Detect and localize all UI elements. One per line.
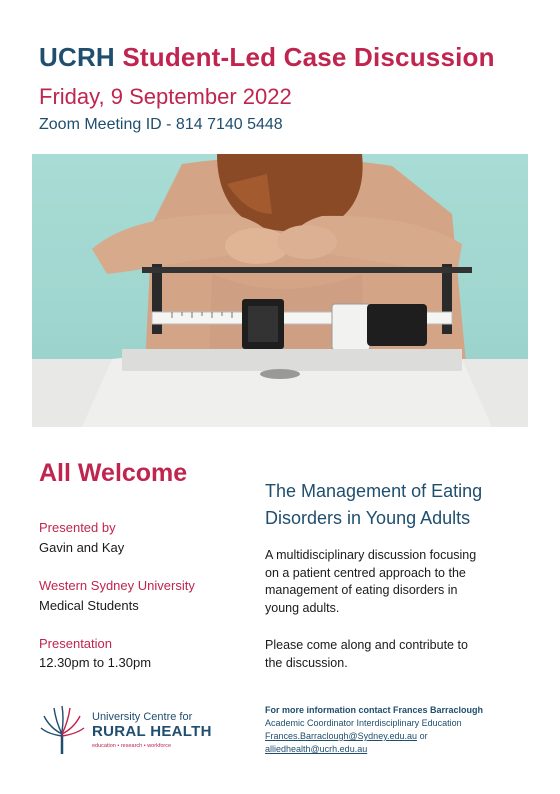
logo-line1: University Centre for — [92, 711, 193, 723]
page-title — [39, 42, 495, 73]
talk-title — [265, 478, 535, 532]
event-title: Student-Led Case Discussion — [122, 42, 495, 72]
ucrh-logo — [38, 704, 218, 756]
invitation-line: Please come along and contribute to — [265, 638, 468, 652]
hero-photo — [32, 154, 528, 427]
description-line: A multidisciplinary discussion focusing — [265, 548, 477, 562]
contact-heading: For more information contact Frances Barraclough — [265, 705, 484, 715]
presented-by-label: Presented by — [39, 520, 116, 535]
description-paragraph — [265, 547, 505, 617]
email-link-alliedhealth[interactable]: alliedhealth@ucrh.edu.au — [265, 744, 368, 754]
contact-role: Academic Coordinator Interdisciplinary Education — [265, 718, 462, 728]
university-label: Western Sydney University — [39, 578, 195, 593]
university-value: Medical Students — [39, 598, 139, 613]
logo-tagline: education • research • workforce — [92, 743, 172, 749]
presentation-label: Presentation — [39, 636, 112, 651]
description-line: on a patient centred approach to the — [265, 565, 466, 580]
presenters: Gavin and Kay — [39, 540, 125, 555]
talk-title-line: The Management of Eating — [265, 481, 483, 501]
talk-title-line: Disorders in Young Adults — [265, 508, 471, 528]
email-link-frances[interactable]: Frances.Barraclough@Sydney.edu.au — [265, 731, 418, 741]
contact-block — [265, 704, 483, 756]
invitation-paragraph — [265, 637, 505, 672]
zoom-meeting-id: Zoom Meeting ID - 814 7140 5448 — [39, 116, 283, 133]
invitation-line: the discussion. — [265, 655, 348, 670]
description-line: management of eating disorders in — [265, 583, 458, 597]
description-line: young adults. — [265, 600, 340, 615]
event-date: Friday, 9 September 2022 — [39, 84, 292, 109]
logo-line2: RURAL HEALTH — [92, 723, 212, 740]
org-acronym: UCRH — [39, 42, 115, 72]
or-text: or — [419, 731, 428, 741]
tree-icon — [38, 704, 88, 756]
presentation-time: 12.30pm to 1.30pm — [39, 655, 152, 670]
welcome-heading: All Welcome — [39, 459, 188, 487]
